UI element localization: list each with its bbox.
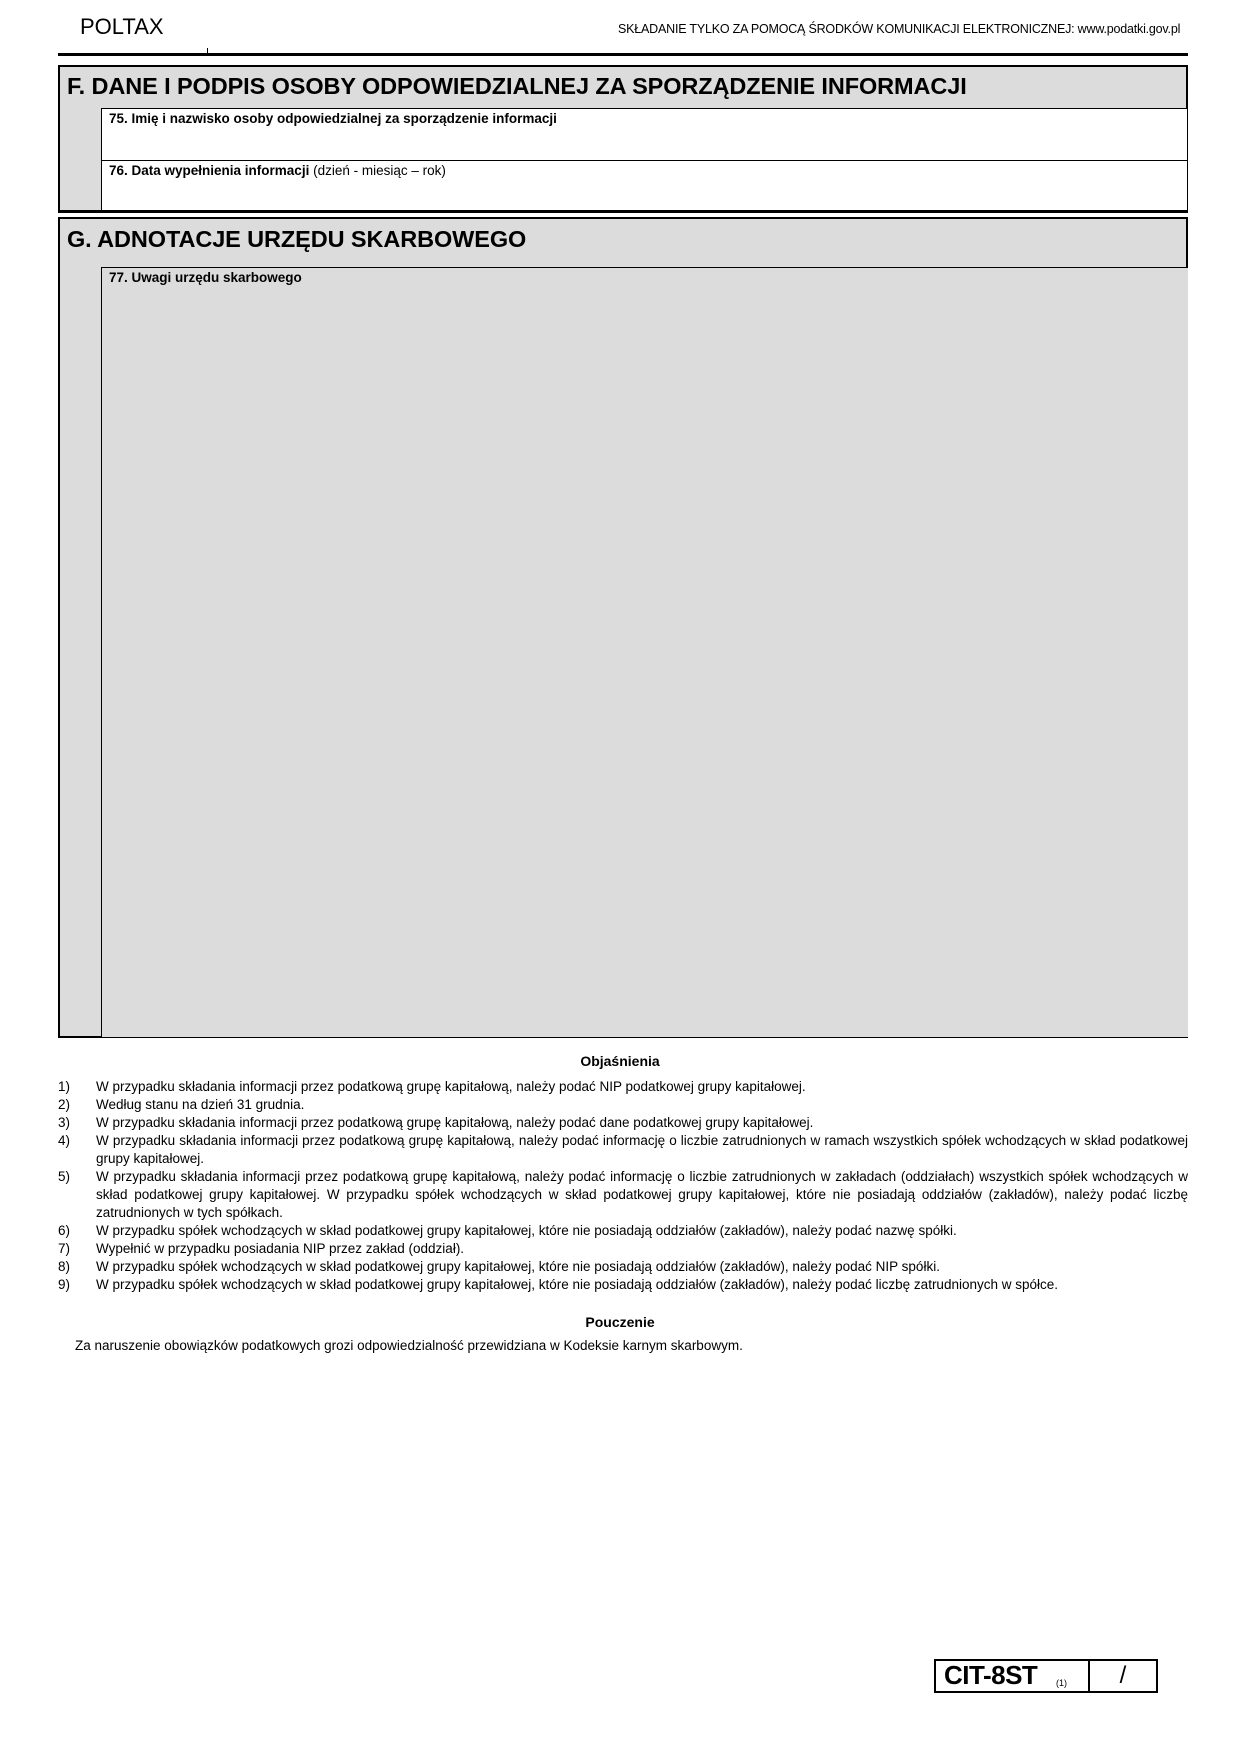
brand-label: POLTAX xyxy=(80,14,164,39)
explanation-item: 4) W przypadku składania informacji przez podatkową grupę kapitałową, należy podać informację o liczbie zatrudnionych w ramach wszystkich spółek wchodzących w skład podatkowej grupy kapitałowej. xyxy=(58,1133,1188,1166)
explanations-heading: Objaśnienia xyxy=(580,1053,660,1069)
field-76-label xyxy=(109,163,446,178)
field-76-label-main: 76. Data wypełnienia informacji xyxy=(109,163,310,178)
explanation-item: 5) W przypadku składania informacji przez podatkową grupę kapitałową, należy podać informację o liczbie zatrudnionych w zakładach (oddziałach) wszystkich spółek wchodzących w skład podatkowej grupy kapitałowej. W przypadku spółek wchodzących w skład podatkowej grupy kapitałowej, które nie posiadają oddziałów (zakładów), należy podać liczbę zatrudnionych w tych spółkach. xyxy=(58,1169,1188,1220)
form-code: CIT-8ST xyxy=(944,1660,1038,1690)
section-g-title: G. ADNOTACJE URZĘDU SKARBOWEGO xyxy=(67,226,527,252)
field-77-tax-office-remarks xyxy=(101,267,1188,1037)
submission-notice: SKŁADANIE TYLKO ZA POMOCĄ ŚRODKÓW KOMUNIKACJI ELEKTRONICZNEJ: www.podatki.gov.pl xyxy=(618,22,1181,36)
field-77-label: 77. Uwagi urzędu skarbowego xyxy=(109,270,302,285)
field-76-hint: (dzień - miesiąc – rok) xyxy=(313,163,446,178)
field-75-responsible-person-name[interactable] xyxy=(101,108,1188,161)
explanation-item: 2) Według stanu na dzień 31 grudnia. xyxy=(58,1097,305,1112)
form-version: (1) xyxy=(1056,1678,1067,1688)
instruction-heading: Pouczenie xyxy=(585,1314,655,1330)
instruction-text: Za naruszenie obowiązków podatkowych grozi odpowiedzialność przewidziana w Kodeksie karnym skarbowym. xyxy=(75,1338,743,1353)
explanation-item: 1) W przypadku składania informacji przez podatkową grupę kapitałową, należy podać NIP podatkowej grupy kapitałowej. xyxy=(58,1079,806,1094)
section-g-top-rule xyxy=(60,217,1186,219)
field-75-label: 75. Imię i nazwisko osoby odpowiedzialnej za sporządzenie informacji xyxy=(109,111,557,126)
form-code-box xyxy=(934,1659,1158,1693)
header-divider xyxy=(58,53,1188,56)
form-code-cell xyxy=(936,1661,1090,1691)
explanation-item: 8) W przypadku spółek wchodzących w skład podatkowej grupy kapitałowej, które nie posiadają oddziałów (zakładów), należy podać NIP spółki. xyxy=(58,1259,940,1274)
section-f-title: F. DANE I PODPIS OSOBY ODPOWIEDZIALNEJ ZA SPORZĄDZENIE INFORMACJI xyxy=(67,73,967,99)
page-number-cell: / xyxy=(1119,1662,1127,1689)
field-76-completion-date[interactable] xyxy=(101,160,1188,211)
explanation-item: 3) W przypadku składania informacji przez podatkową grupę kapitałową, należy podać dane podatkowej grupy kapitałowej. xyxy=(58,1115,814,1130)
explanation-item: 7) Wypełnić w przypadku posiadania NIP przez zakład (oddział). xyxy=(58,1241,465,1256)
section-f-bottom-rule xyxy=(58,210,1188,213)
explanation-item: 6) W przypadku spółek wchodzących w skład podatkowej grupy kapitałowej, które nie posiadają oddziałów (zakładów), należy podać nazwę spółki. xyxy=(58,1223,957,1238)
explanations-list xyxy=(58,1078,1188,1294)
explanation-item: 9) W przypadku spółek wchodzących w skład podatkowej grupy kapitałowej, które nie posiadają oddziałów (zakładów), należy podać liczbę zatrudnionych w spółce. xyxy=(58,1277,1059,1292)
